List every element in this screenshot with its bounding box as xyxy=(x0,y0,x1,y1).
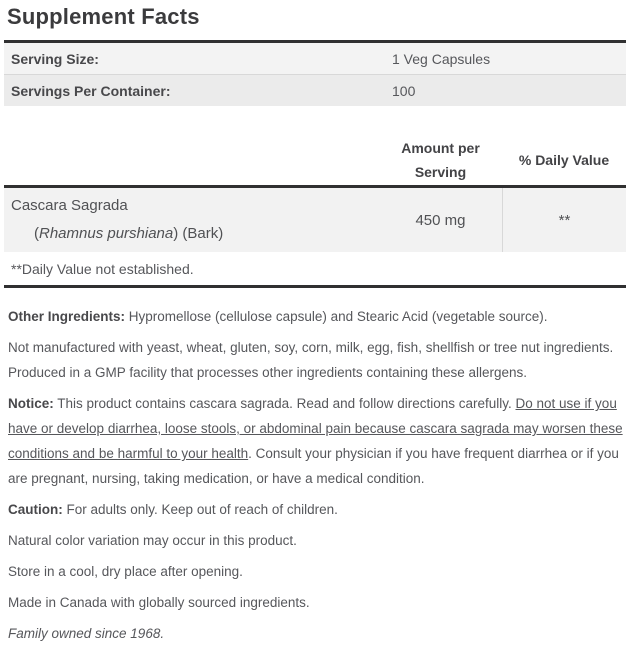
origin-note: Made in Canada with globally sourced ingredients. xyxy=(8,595,310,610)
latin-name-italic: Rhamnus purshiana xyxy=(39,225,174,242)
info-text-block xyxy=(4,304,626,646)
color-variation-note: Natural color variation may occur in this product. xyxy=(8,533,297,548)
serving-size-row xyxy=(4,43,626,74)
ingredient-name-cell xyxy=(4,192,379,248)
daily-value-column-header: % Daily Value xyxy=(518,152,610,168)
notice-label: Notice: xyxy=(8,396,54,411)
allergen-statement-paragraph: Not manufactured with yeast, wheat, gluten, soy, corn, milk, egg, fish, shellfish or tree nut ingredients. Produced in a GMP facility that processes other ingredients containing these allergens. xyxy=(8,340,614,380)
ingredient-name: Cascara Sagrada xyxy=(11,197,128,214)
other-ingredients-label: Other Ingredients: xyxy=(8,309,126,324)
amount-header-line2: Serving xyxy=(414,164,467,180)
storage-note: Store in a cool, dry place after opening. xyxy=(8,564,243,579)
ingredient-amount-cell: 450 mg xyxy=(415,211,466,229)
panel-title: Supplement Facts xyxy=(7,4,200,29)
ingredient-latin-name: (Rhamnus purshiana) (Bark) xyxy=(34,225,224,242)
supplement-facts-panel xyxy=(4,2,626,646)
notice-warning-underlined: Do not use if you have or develop diarrhea, loose stools, or abdominal pain because cascara sagrada may worsen these conditions and be harmful to your health xyxy=(8,396,623,461)
serving-size-label: Serving Size: xyxy=(11,50,99,67)
ingredient-row xyxy=(4,188,626,252)
caution-label: Caution: xyxy=(8,502,63,517)
serving-size-value: 1 Veg Capsules xyxy=(392,50,491,67)
servings-per-container-row xyxy=(4,74,626,106)
ingredient-table-header xyxy=(4,135,626,185)
caution-paragraph: Caution: For adults only. Keep out of reach of children. xyxy=(8,502,338,517)
daily-value-footnote: **Daily Value not established. xyxy=(4,252,626,285)
servings-per-container-label: Servings Per Container: xyxy=(11,82,171,99)
amount-per-serving-column-header xyxy=(379,136,502,184)
bottom-divider xyxy=(4,285,626,288)
brand-tagline: Family owned since 1968. xyxy=(8,626,165,641)
ingredient-daily-value-cell: ** xyxy=(502,188,626,252)
amount-header-line1: Amount per xyxy=(401,140,480,156)
other-ingredients-paragraph: Other Ingredients: Hypromellose (cellulose capsule) and Stearic Acid (vegetable source). xyxy=(8,309,548,324)
servings-per-container-value: 100 xyxy=(392,82,416,99)
notice-paragraph: Notice: This product contains cascara sagrada. Read and follow directions carefully. Do not use if you have or develop diarrhea, loose stools, or abdominal pain because cascara sagrada may worsen these conditions and be harmful to your health. Consult your physician if you have frequent diarrhea or if you are pregnant, nursing, taking medication, or have a medical condition. xyxy=(8,396,623,486)
